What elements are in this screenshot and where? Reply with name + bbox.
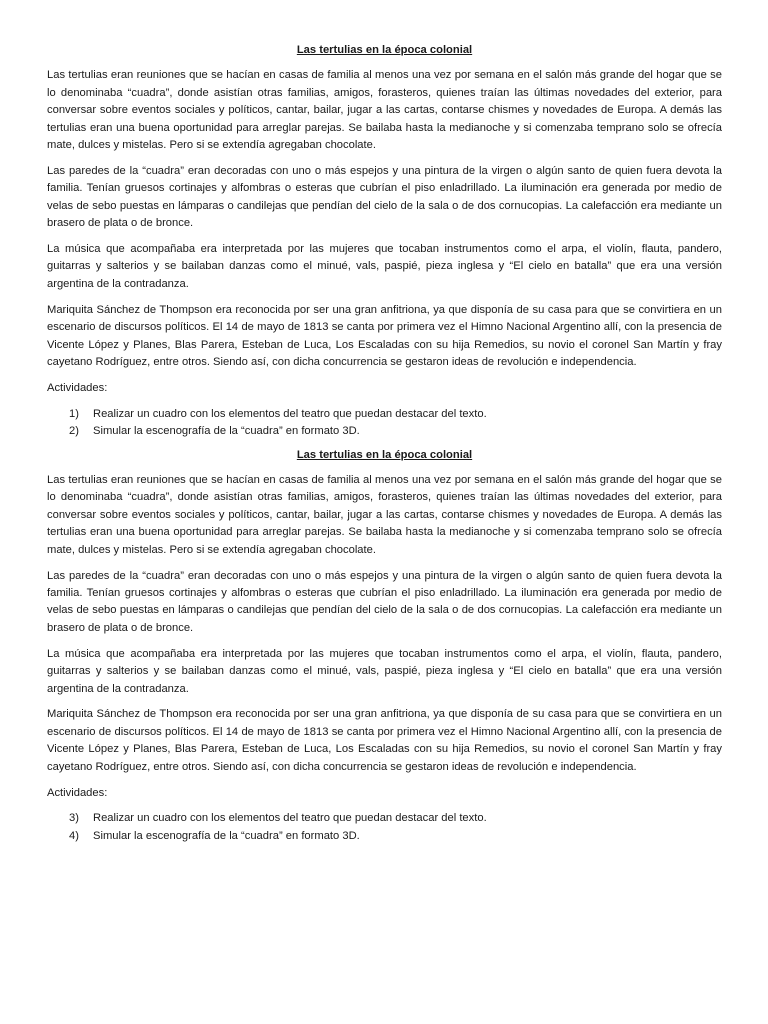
- activity-number: 1): [69, 407, 79, 420]
- activities-label: Actividades:: [47, 786, 108, 799]
- activity-text: Realizar un cuadro con los elementos del teatro que puedan destacar del texto.: [93, 407, 487, 420]
- activity-number: 3): [69, 812, 79, 825]
- section-title: Las tertulias en la época colonial: [296, 44, 473, 56]
- activity-text: Realizar un cuadro con los elementos del teatro que puedan destacar del texto.: [93, 812, 487, 825]
- activities-list: [47, 810, 722, 845]
- activity-item: [47, 828, 722, 845]
- activity-number: 2): [69, 425, 79, 438]
- paragraph-intro: Las tertulias eran reuniones que se hacían en casas de familia al menos una vez por semana en el salón más grande del hogar que se lo denominaba “cuadra”, donde asistían otras familias, amigos, forasteros, quienes traían las últimas novedades del exterior, para conversar sobre eventos sociales y políticos, cantar, bailar, jugar a las cartas, contarse chismes y novedades de Europa. A demás las tertulias eran una buena oportunidad para arreglar parejas. Se bailaba hasta la medianoche y si comenzaba temprano solo se ofrecía mate, dulces y mistelas. Pero si se extendía agregaban chocolate.: [47, 69, 722, 152]
- paragraph-mariquita: Mariquita Sánchez de Thompson era reconocida por ser una gran anfitriona, ya que disponía de su casa para que se convirtiera en un escenario de discursos políticos. El 14 de mayo de 1813 se canta por primera vez el Himno Nacional Argentino allí, con la presencia de Vicente López y Planes, Blas Parera, Esteban de Luca, Los Escaladas con su hija Remedios, su novio el coronel San Martín y fray cayetano Rodríguez, entre otros. Siendo así, con dicha concurrencia se gestaron ideas de revolución e independencia.: [47, 708, 722, 773]
- activity-text: Simular la escenografía de la “cuadra” en formato 3D.: [93, 425, 360, 438]
- activity-text: Simular la escenografía de la “cuadra” en formato 3D.: [93, 829, 360, 842]
- paragraph-music: La música que acompañaba era interpretada por las mujeres que tocaban instrumentos como el arpa, el violín, flauta, pandero, guitarras y salterios y se bailaban danzas como el minué, vals, paspié, pieza inglesa y “El cielo en batalla” que era una versión argentina de la contradanza.: [47, 243, 722, 290]
- section-1: [47, 42, 722, 441]
- section-2: [47, 447, 722, 846]
- section-title: Las tertulias en la época colonial: [296, 448, 473, 461]
- activities-list: [47, 406, 722, 441]
- activity-item: [47, 406, 722, 423]
- activity-number: 4): [69, 829, 79, 842]
- activity-item: [47, 810, 722, 827]
- paragraph-walls: Las paredes de la “cuadra” eran decoradas con uno o más espejos y una pintura de la virgen o algún santo de quien fuera devota la familia. Tenían gruesos cortinajes y alfombras o esteras que cubrían el piso enladrillado. La iluminación era generada por medio de velas de sebo puestas en lámparas o candilejas que pendían del cielo de la sala o de dos cornucopias. La calefacción era mediante un brasero de plata o de bronce.: [47, 164, 722, 230]
- paragraph-walls: Las paredes de la “cuadra” eran decoradas con uno o más espejos y una pintura de la virgen o algún santo de quien fuera devota la familia. Tenían gruesos cortinajes y alfombras o esteras que cubrían el piso enladrillado. La iluminación era generada por medio de velas de sebo puestas en lámparas o candilejas que pendían del cielo de la sala o de dos cornucopias. La calefacción era mediante un brasero de plata o de bronce.: [47, 569, 722, 634]
- activity-item: [47, 423, 722, 440]
- activities-label: Actividades:: [47, 381, 108, 394]
- paragraph-mariquita: Mariquita Sánchez de Thompson era reconocida por ser una gran anfitriona, ya que disponía de su casa para que se convirtiera en un escenario de discursos políticos. El 14 de mayo de 1813 se canta por primera vez el Himno Nacional Argentino allí, con la presencia de Vicente López y Planes, Blas Parera, Esteban de Luca, Los Escaladas con su hija Remedios, su novio el coronel San Martín y fray cayetano Rodríguez, entre otros. Siendo así, con dicha concurrencia se gestaron ideas de revolución e independencia.: [47, 303, 722, 368]
- paragraph-intro: Las tertulias eran reuniones que se hacían en casas de familia al menos una vez por semana en el salón más grande del hogar que se lo denominaba “cuadra”, donde asistían otras familias, amigos, forasteros, quienes traían las últimas novedades del exterior, para conversar sobre eventos sociales y políticos, cantar, bailar, jugar a las cartas, contarse chismes y novedades de Europa. A demás las tertulias eran una buena oportunidad para arreglar parejas. Se bailaba hasta la medianoche y si comenzaba temprano solo se ofrecía mate, dulces y mistelas. Pero si se extendía agregaban chocolate.: [47, 474, 722, 556]
- paragraph-music: La música que acompañaba era interpretada por las mujeres que tocaban instrumentos como el arpa, el violín, flauta, pandero, guitarras y salterios y se bailaban danzas como el minué, vals, paspié, pieza inglesa y “El cielo en batalla” que era una versión argentina de la contradanza.: [47, 647, 722, 695]
